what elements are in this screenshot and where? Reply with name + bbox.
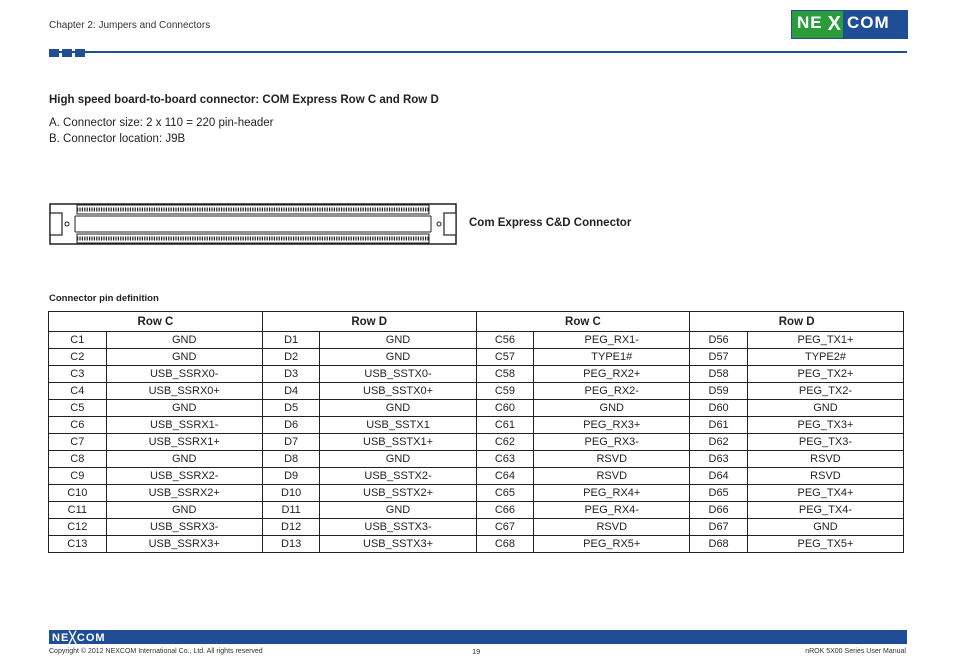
manual-title: nROK 5X00 Series User Manual bbox=[805, 648, 906, 655]
signal-cell: GND bbox=[747, 400, 903, 417]
signal-cell: USB_SSRX1- bbox=[106, 417, 262, 434]
pin-cell: D9 bbox=[262, 468, 320, 485]
table-row bbox=[49, 332, 904, 349]
signal-cell: PEG_RX4- bbox=[534, 502, 690, 519]
pin-cell: D61 bbox=[690, 417, 748, 434]
table-header-row bbox=[49, 312, 904, 332]
signal-cell: PEG_RX1- bbox=[534, 332, 690, 349]
footer-bar bbox=[49, 630, 907, 644]
signal-cell: USB_SSRX0- bbox=[106, 366, 262, 383]
connector-location: B. Connector location: J9B bbox=[49, 133, 186, 145]
pin-cell: D63 bbox=[690, 451, 748, 468]
pin-cell: C58 bbox=[476, 366, 534, 383]
signal-cell: USB_SSRX1+ bbox=[106, 434, 262, 451]
signal-cell: PEG_TX2+ bbox=[747, 366, 903, 383]
signal-cell: USB_SSTX1 bbox=[320, 417, 476, 434]
signal-cell: RSVD bbox=[747, 451, 903, 468]
pin-cell: C10 bbox=[49, 485, 107, 502]
table-row bbox=[49, 468, 904, 485]
pin-cell: D7 bbox=[262, 434, 320, 451]
pin-cell: C12 bbox=[49, 519, 107, 536]
signal-cell: PEG_RX2- bbox=[534, 383, 690, 400]
signal-cell: RSVD bbox=[747, 468, 903, 485]
pin-cell: C11 bbox=[49, 502, 107, 519]
table-row bbox=[49, 519, 904, 536]
signal-cell: USB_SSTX0+ bbox=[320, 383, 476, 400]
pin-cell: D57 bbox=[690, 349, 748, 366]
page-number: 19 bbox=[472, 647, 481, 656]
signal-cell: USB_SSTX3- bbox=[320, 519, 476, 536]
pin-cell: C2 bbox=[49, 349, 107, 366]
header-row-c: Row C bbox=[49, 312, 263, 332]
pin-cell: D11 bbox=[262, 502, 320, 519]
logo-x: X bbox=[826, 11, 843, 38]
signal-cell: USB_SSRX2+ bbox=[106, 485, 262, 502]
signal-cell: PEG_RX2+ bbox=[534, 366, 690, 383]
table-row bbox=[49, 451, 904, 468]
table-row bbox=[49, 400, 904, 417]
signal-cell: USB_SSTX2+ bbox=[320, 485, 476, 502]
signal-cell: GND bbox=[320, 400, 476, 417]
header-blocks bbox=[49, 49, 85, 57]
pin-cell: D4 bbox=[262, 383, 320, 400]
connector-size: A. Connector size: 2 x 110 = 220 pin-header bbox=[49, 117, 274, 129]
pin-cell: C67 bbox=[476, 519, 534, 536]
signal-cell: PEG_TX2- bbox=[747, 383, 903, 400]
pin-cell: C1 bbox=[49, 332, 107, 349]
pin-cell: C57 bbox=[476, 349, 534, 366]
pin-cell: C65 bbox=[476, 485, 534, 502]
table-row bbox=[49, 536, 904, 553]
signal-cell: USB_SSTX0- bbox=[320, 366, 476, 383]
signal-cell: USB_SSRX2- bbox=[106, 468, 262, 485]
pin-cell: D62 bbox=[690, 434, 748, 451]
pin-cell: C59 bbox=[476, 383, 534, 400]
signal-cell: PEG_TX4- bbox=[747, 502, 903, 519]
signal-cell: GND bbox=[106, 451, 262, 468]
chapter-title: Chapter 2: Jumpers and Connectors bbox=[49, 20, 211, 31]
header-row-c: Row C bbox=[476, 312, 690, 332]
pin-cell: D10 bbox=[262, 485, 320, 502]
pin-definition-label: Connector pin definition bbox=[49, 293, 159, 304]
pin-cell: D6 bbox=[262, 417, 320, 434]
pin-cell: C3 bbox=[49, 366, 107, 383]
signal-cell: GND bbox=[320, 451, 476, 468]
pin-cell: C56 bbox=[476, 332, 534, 349]
header-row-d: Row D bbox=[690, 312, 904, 332]
pin-cell: C64 bbox=[476, 468, 534, 485]
footer-logo: NE╳COM bbox=[52, 632, 106, 644]
signal-cell: GND bbox=[106, 332, 262, 349]
signal-cell: PEG_RX4+ bbox=[534, 485, 690, 502]
pin-cell: C7 bbox=[49, 434, 107, 451]
pin-cell: D64 bbox=[690, 468, 748, 485]
pin-cell: D68 bbox=[690, 536, 748, 553]
signal-cell: GND bbox=[106, 400, 262, 417]
pin-cell: D2 bbox=[262, 349, 320, 366]
signal-cell: PEG_RX3- bbox=[534, 434, 690, 451]
signal-cell: PEG_TX3- bbox=[747, 434, 903, 451]
pin-cell: C68 bbox=[476, 536, 534, 553]
signal-cell: GND bbox=[106, 502, 262, 519]
signal-cell: PEG_TX4+ bbox=[747, 485, 903, 502]
pin-cell: D65 bbox=[690, 485, 748, 502]
pin-cell: C62 bbox=[476, 434, 534, 451]
signal-cell: RSVD bbox=[534, 519, 690, 536]
pin-table bbox=[48, 311, 904, 553]
pin-cell: D13 bbox=[262, 536, 320, 553]
pin-cell: D60 bbox=[690, 400, 748, 417]
pin-cell: C9 bbox=[49, 468, 107, 485]
signal-cell: USB_SSTX1+ bbox=[320, 434, 476, 451]
pin-cell: C60 bbox=[476, 400, 534, 417]
logo-com: COM bbox=[843, 11, 907, 38]
pin-cell: D5 bbox=[262, 400, 320, 417]
pin-cell: C13 bbox=[49, 536, 107, 553]
pin-cell: D3 bbox=[262, 366, 320, 383]
signal-cell: USB_SSRX0+ bbox=[106, 383, 262, 400]
signal-cell: TYPE2# bbox=[747, 349, 903, 366]
signal-cell: GND bbox=[747, 519, 903, 536]
signal-cell: RSVD bbox=[534, 451, 690, 468]
signal-cell: GND bbox=[320, 349, 476, 366]
table-row bbox=[49, 383, 904, 400]
signal-cell: GND bbox=[106, 349, 262, 366]
connector-diagram bbox=[49, 200, 459, 248]
table-row bbox=[49, 485, 904, 502]
signal-cell: PEG_TX3+ bbox=[747, 417, 903, 434]
table-row bbox=[49, 434, 904, 451]
pin-cell: C4 bbox=[49, 383, 107, 400]
signal-cell: USB_SSTX2- bbox=[320, 468, 476, 485]
logo-ne: NE bbox=[792, 11, 826, 38]
pin-cell: D66 bbox=[690, 502, 748, 519]
pin-cell: C6 bbox=[49, 417, 107, 434]
pin-cell: D67 bbox=[690, 519, 748, 536]
pin-cell: D8 bbox=[262, 451, 320, 468]
signal-cell: PEG_TX1+ bbox=[747, 332, 903, 349]
table-row bbox=[49, 417, 904, 434]
header-rule bbox=[49, 51, 907, 53]
signal-cell: TYPE1# bbox=[534, 349, 690, 366]
signal-cell: GND bbox=[534, 400, 690, 417]
pin-cell: C63 bbox=[476, 451, 534, 468]
signal-cell: GND bbox=[320, 332, 476, 349]
pin-cell: C8 bbox=[49, 451, 107, 468]
signal-cell: USB_SSRX3- bbox=[106, 519, 262, 536]
pin-cell: D12 bbox=[262, 519, 320, 536]
table-row bbox=[49, 349, 904, 366]
connector-label: Com Express C&D Connector bbox=[469, 217, 632, 229]
table-row bbox=[49, 366, 904, 383]
signal-cell: PEG_RX5+ bbox=[534, 536, 690, 553]
pin-cell: C61 bbox=[476, 417, 534, 434]
signal-cell: RSVD bbox=[534, 468, 690, 485]
pin-cell: C66 bbox=[476, 502, 534, 519]
header-row-d: Row D bbox=[262, 312, 476, 332]
copyright: Copyright © 2012 NEXCOM International Co., Ltd. All rights reserved bbox=[49, 648, 263, 655]
signal-cell: PEG_TX5+ bbox=[747, 536, 903, 553]
pin-cell: D59 bbox=[690, 383, 748, 400]
pin-cell: D1 bbox=[262, 332, 320, 349]
signal-cell: PEG_RX3+ bbox=[534, 417, 690, 434]
table-row bbox=[49, 502, 904, 519]
pin-cell: D58 bbox=[690, 366, 748, 383]
pin-cell: D56 bbox=[690, 332, 748, 349]
nexcom-logo bbox=[791, 10, 908, 39]
pin-cell: C5 bbox=[49, 400, 107, 417]
section-title: High speed board-to-board connector: COM Express Row C and Row D bbox=[49, 94, 439, 106]
signal-cell: USB_SSTX3+ bbox=[320, 536, 476, 553]
signal-cell: USB_SSRX3+ bbox=[106, 536, 262, 553]
signal-cell: GND bbox=[320, 502, 476, 519]
